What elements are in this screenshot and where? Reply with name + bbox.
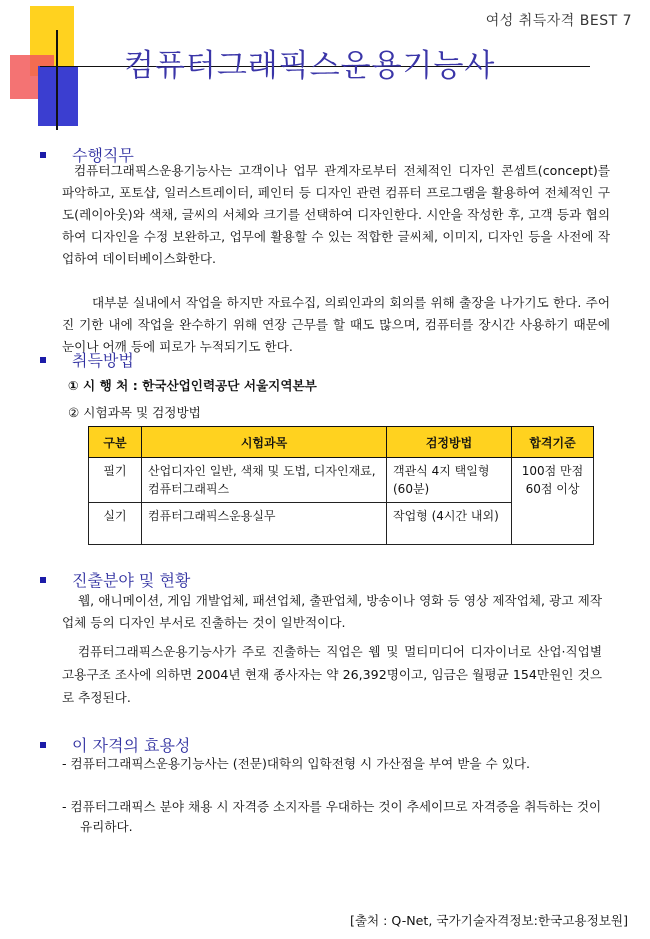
table-row — [89, 458, 594, 503]
table-header-cell: 구분 — [89, 427, 142, 458]
pass-criteria-cell — [512, 458, 594, 545]
table-cell: 실기 — [89, 503, 142, 545]
bullet-icon — [40, 357, 46, 363]
page-title: 컴퓨터그래픽스운용기능사 — [124, 48, 496, 84]
exam-subjects-line: ② 시험과목 및 검정방법 — [68, 405, 201, 420]
career-paragraph-1: 웹, 애니메이션, 게임 개발업체, 패션업체, 출판업체, 방송이나 영화 등 영상 제작업체, 광고 제작업체 등의 디자인 부서로 진출하는 것이 일반적이다. — [62, 593, 602, 630]
section-heading-text: 취득방법 — [72, 351, 134, 370]
table-cell: 필기 — [89, 458, 142, 503]
exam-table — [88, 426, 594, 545]
section-heading-text: 이 자격의 효용성 — [72, 736, 191, 755]
table-header-cell: 검정방법 — [387, 427, 512, 458]
series-label: 여성 취득자격 BEST 7 — [485, 13, 632, 29]
pass-criteria-line: 100점 만점 — [521, 464, 584, 478]
decor-blue-square — [38, 66, 78, 126]
table-header-cell: 합격기준 — [512, 427, 594, 458]
section-heading-career — [40, 568, 190, 591]
usefulness-item: - 컴퓨터그래픽스운용기능사는 (전문)대학의 입학전형 시 가산점을 부여 받을 수 있다. — [62, 756, 531, 771]
agency-line: ① 시 행 처 : 한국산업인력공단 서울지역본부 — [68, 378, 317, 393]
source-citation: [출처 : Q-Net, 국가기술자격정보:한국고용정보원] — [349, 913, 628, 928]
table-cell: 객관식 4지 택일형 (60분) — [387, 458, 512, 503]
table-cell: 컴퓨터그래픽스운용실무 — [142, 503, 387, 545]
section-heading-usefulness — [40, 733, 190, 756]
decor-vertical-line — [56, 30, 58, 130]
table-header-cell: 시험과목 — [142, 427, 387, 458]
duties-paragraph-1: 컴퓨터그래픽스운용기능사는 고객이나 업무 관계자로부터 전체적인 디자인 콘셉트(concept)를 파악하고, 포토샵, 일러스트레이터, 페인터 등 디자인 관련 컴퓨터 프로그램을 활용하여 전체적인 구도(레이아웃)와 색채, 글씨의 서체와 크기를 선택하여 디자인한다. 시안을 작성한 후, 고객 등과 협의하여 디자인을 수정 보완하고, 업무에 활용할 수 있는 적합한 글씨체, 이미지, 디자인 등을 사전에 작업하여 데이터베이스화한다. — [62, 163, 610, 266]
bullet-icon — [40, 742, 46, 748]
bullet-icon — [40, 577, 46, 583]
section-heading-text: 진출분야 및 현황 — [72, 571, 191, 590]
section-heading-acquisition — [40, 348, 134, 371]
pass-criteria-line: 60점 이상 — [525, 482, 580, 496]
table-cell: 작업형 (4시간 내외) — [387, 503, 512, 545]
bullet-icon — [40, 152, 46, 158]
table-cell: 산업디자인 일반, 색채 및 도법, 디자인재료, 컴퓨터그래픽스 — [142, 458, 387, 503]
usefulness-item: - 컴퓨터그래픽스 분야 채용 시 자격증 소지자를 우대하는 것이 추세이므로 자격증을 취득하는 것이 유리하다. — [62, 799, 602, 834]
table-header-row — [89, 427, 594, 458]
career-paragraph-2: 컴퓨터그래픽스운용기능사가 주로 진출하는 직업은 웹 및 멀티미디어 디자이너로 산업·직업별 고용구조 조사에 의하면 2004년 현재 종사자는 약 26,392명이고, 임금은 월평균 154만원인 것으로 추정된다. — [62, 644, 602, 705]
duties-paragraph-2: 대부분 실내에서 작업을 하지만 자료수집, 의뢰인과의 회의를 위해 출장을 나가기도 한다. 주어진 기한 내에 작업을 완수하기 위해 연장 근무를 할 때도 많으며, 컴퓨터를 장시간 사용하기 때문에 눈이나 어깨 등에 피로가 누적되기도 한다. — [62, 295, 610, 354]
section-heading-text: 수행직무 — [72, 146, 134, 165]
